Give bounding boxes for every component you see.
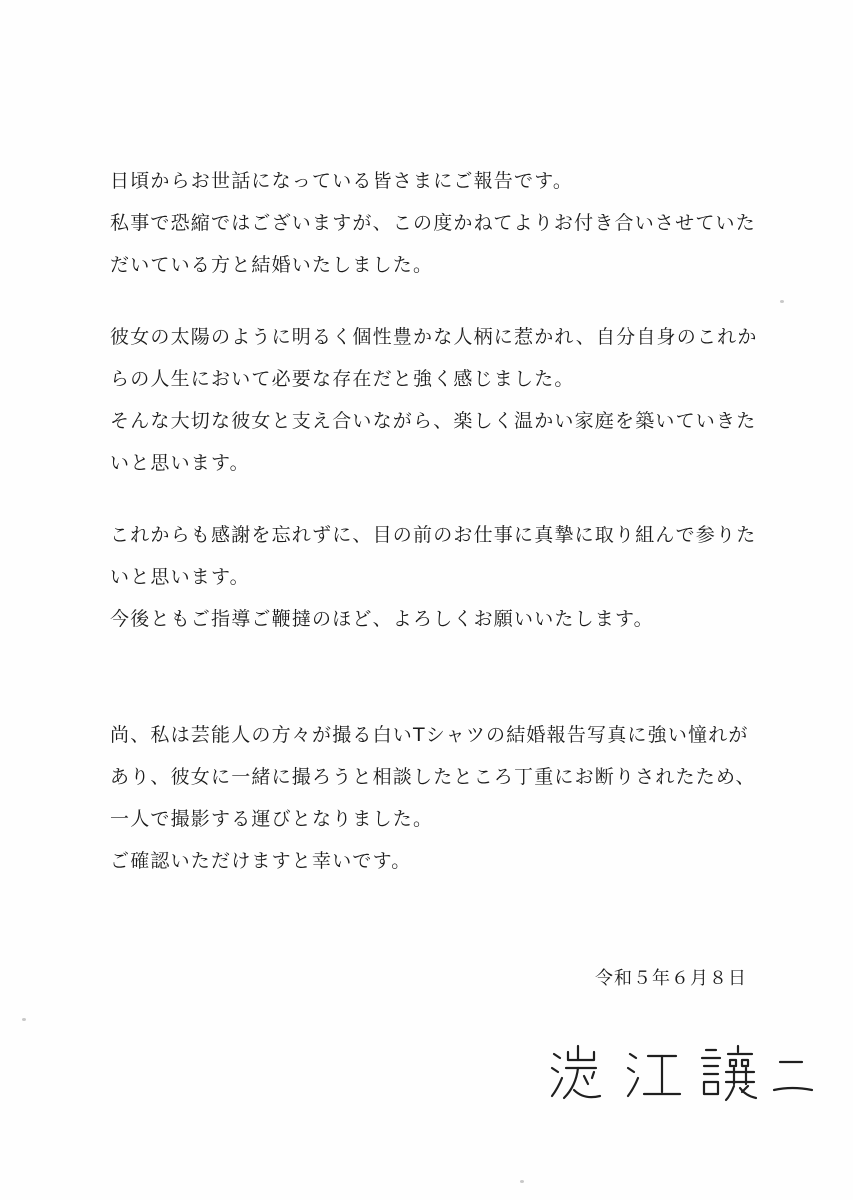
text-line: あり、彼女に一緒に撮ろうと相談したところ丁重にお断りされたため、 — [110, 766, 756, 788]
text-line: らの人生において必要な存在だと強く感じました。 — [110, 368, 575, 390]
text-line: 私事で恐縮ではございますが、この度かねてよりお付き合いさせていた — [110, 212, 756, 234]
text-line: ご確認いただけますと幸いです。 — [110, 850, 412, 872]
text-line: だいている方と結婚いたしました。 — [110, 254, 434, 276]
text-line: そんな大切な彼女と支え合いながら、楽しく温かい家庭を築いていきた — [110, 410, 757, 432]
paragraph-greeting — [110, 160, 756, 286]
text-line: 尚、私は芸能人の方々が撮る白いTシャツの結婚報告写真に強い憧れが — [110, 724, 749, 746]
letter-date: 令和５年６月８日 — [595, 968, 747, 989]
text-line: 日頃からお世話になっている皆さまにご報告です。 — [110, 170, 574, 192]
paper-speck — [22, 1018, 26, 1021]
paper-speck — [520, 1180, 524, 1183]
handwritten-signature — [548, 1040, 818, 1110]
text-line: いと思います。 — [110, 566, 250, 588]
text-line: 一人で撮影する運びとなりました。 — [110, 808, 434, 830]
paragraph-postscript — [110, 714, 756, 882]
text-line: 今後ともご指導ご鞭撻のほど、よろしくお願いいたします。 — [110, 608, 654, 630]
text-line: これからも感謝を忘れずに、目の前のお仕事に真摯に取り組んで参りた — [110, 524, 757, 546]
paragraph-partner — [110, 316, 758, 484]
text-line: いと思います。 — [110, 452, 250, 474]
paragraph-gratitude — [110, 514, 757, 640]
paper-speck — [780, 300, 784, 303]
text-line: 彼女の太陽のように明るく個性豊かな人柄に惹かれ、自分自身のこれか — [110, 326, 758, 348]
